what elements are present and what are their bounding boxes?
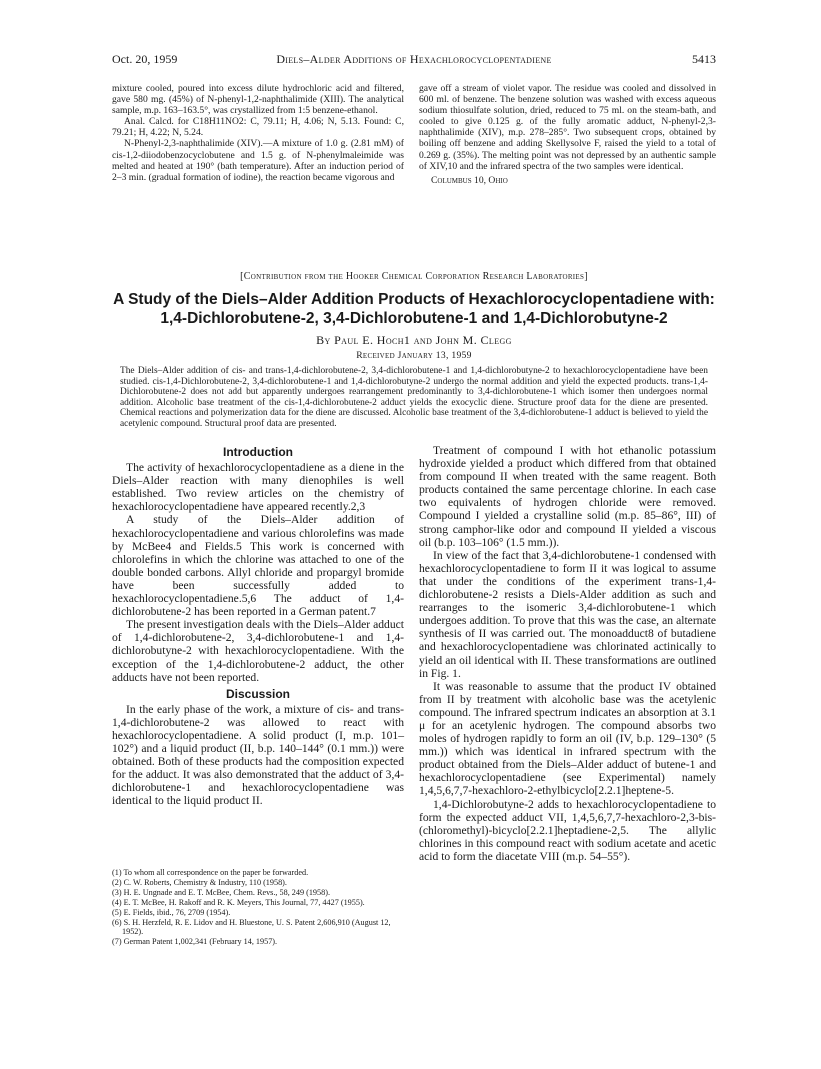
article-title-line: 1,4-Dichlorobutene-2, 3,4-Dichlorobutene-1 and 1,4-Dichlorobutyne-2 (160, 310, 668, 327)
footnotes (112, 868, 404, 947)
article-title-line: A Study of the Diels–Alder Addition Products of Hexachlorocyclopentadiene with: (113, 291, 715, 308)
footnote: (4) E. T. McBee, H. Rakoff and R. K. Meyers, This Journal, 77, 4427 (1955). (112, 897, 365, 907)
paragraph: It was reasonable to assume that the product IV obtained from II by treatment with alcoholic base was the acetylenic compound. The infrared spectrum indicates an absorption at 3.1 μ for an acetylenic hydrogen. The compound absorbs two moles of hydrogen rapidly to form an oil (IV, b.p. 129–130° (5 mm.)) which was identical in infrared spectrum with the product obtained from the Diels–Alder adduct of butene-1 and hexachlorocyclopentadiene (see Experimental) namely 1,4,5,6,7,7-hexachloro-2-ethylbicyclo[2.2.1]heptene-5. (419, 679, 716, 798)
prev-paragraph: mixture cooled, poured into excess dilute hydrochloric acid and filtered, gave 580 mg. (45%) of N-phenyl-1,2-naphthalimide (XIII). The analytical sample, m.p. 163–163.5°, was crystallized from 1:5 benzene-ethanol. (112, 83, 404, 117)
affiliation: [Contribution from the Hooker Chemical Corporation Research Laboratories] (240, 271, 588, 282)
header-date: Oct. 20, 1959 (112, 52, 178, 66)
prev-analysis: Anal. Calcd. for C18H11NO2: C, 79.11; H, 4.06; N, 5.13. Found: C, 79.21; H, 4.22; N, 5.24. (112, 116, 404, 139)
header-running-title: Diels–Alder Additions of Hexachlorocyclopentadiene (276, 52, 552, 66)
footnote: (7) German Patent 1,002,341 (February 14, 1957). (112, 937, 278, 947)
running-header (112, 52, 716, 68)
introduction-heading: Introduction (223, 445, 293, 459)
prev-paragraph: gave off a stream of violet vapor. The residue was cooled and dissolved in 600 ml. of benzene. The benzene solution was washed with excess aqueous sodium thiosulfate solution, dried, reduced to 75 ml. on the steam-bath, and cooled to give 0.125 g. of the fully aromatic adduct, N-phenyl-2,3-naphthalimide (XIV), m.p. 278–285°. Two subsequent crops, obtained by boiling off benzene and adding Skellysolve F, raised the yield to a total of 0.269 g. (35%). The melting point was not depressed by an authentic sample of XIV,10 and the infrared spectra of the two samples were identical. (419, 83, 716, 172)
previous-article-right-column (419, 83, 716, 186)
previous-article-left-column (112, 83, 404, 183)
received-date: Received January 13, 1959 (356, 350, 472, 361)
footnote: (6) S. H. Herzfeld, R. E. Lidov and H. Bluestone, U. S. Patent 2,606,910 (August 12, 1952). (112, 917, 391, 937)
paragraph: The present investigation deals with the Diels–Alder adduct of 1,4-dichlorobutene-2, 3,4-dichlorobutene-1 and 1,4-dichlorobutyne-2 with hexachlorocyclopentadiene. With the exception of the 1,4-dichlorobutene-2 adduct, the other adducts have not been reported. (112, 618, 404, 684)
paragraph: In the early phase of the work, a mixture of cis- and trans-1,4-dichlorobutene-2 was allowed to react with hexachlorocyclopentadiene. A solid product (I, m.p. 101–102°) and a liquid product (II, b.p. 140–144° (0.1 mm.)) were obtained. Both of these products had the composition expected for the adduct. It was also demonstrated that the adduct of 3,4-dichlorobutene-1 and hexachlorocyclopentadiene was identical to the liquid product II. (112, 702, 404, 808)
paragraph: A study of the Diels–Alder addition of hexachlorocyclopentadiene and various chlorolefins was made by McBee4 and Fields.5 This work is concerned with chlorolefins in which the chlorine was attached to one of the double bonded carbons. Allyl chloride and propargyl bromide have been successfully added to hexachlorocyclopentadiene.5,6 The adduct of 1,4-dichlorobutene-2 has been reported in a German patent.7 (112, 513, 404, 619)
footnote: (2) C. W. Roberts, Chemistry & Industry, 110 (1958). (112, 877, 287, 887)
paragraph: In view of the fact that 3,4-dichlorobutene-1 condensed with hexachlorocyclopentadiene to form II it was logical to assume that under the conditions of the experiment trans-1,4-dichlorobutene-2 resists a Diels-Alder addition as such and rearranges to the isomeric 3,4-dichlorobutene-1 which undergoes addition. To prove that this was the case, an alternate synthesis of II was carried out. The monoadduct8 of butadiene and hexachlorocyclopentadiene was chlorinated actinically to yield an oil identical with II. These transformations are outlined in Fig. 1. (419, 548, 716, 680)
article-title (112, 290, 716, 328)
footnote: (3) H. E. Ungnade and E. T. McBee, Chem. Revs., 58, 249 (1958). (112, 887, 330, 897)
left-column (112, 444, 404, 808)
abstract: The Diels–Alder addition of cis- and trans-1,4-dichlorobutene-2, 3,4-dichlorobutene-1 and 1,4-dichlorobutyne-2 to hexachlorocyclopentadiene have been studied. cis-1,4-Dichlorobutene-2, 3,4-dichlorobutene-1 and 1,4-dichlorobutyne-2 undergo the normal addition and yield the expected products. trans-1,4-Dichlorobutene-2 does not add but apparently undergoes rearrangement predominantly to 3,4-dichlorobutene-1 which isomer then undergoes normal addition. Alcoholic base treatment of the cis-1,4-dichlorobutene-2 adduct yields the exocyclic diene. Structure proof data for the diene are presented. Chemical reactions and polymerization data for the diene are discussed. Alcoholic base treatment of the 3,4-dichlorobutene-1 adduct is believed to yield the acetylenic compound. Structural proof data are presented. (120, 366, 708, 429)
paragraph: The activity of hexachlorocyclopentadiene as a diene in the Diels–Alder reaction with many dienophiles is well established. Two review articles on the chemistry of hexachlorocyclopentadiene have appeared recently.2,3 (112, 461, 404, 514)
authors: By Paul E. Hoch1 and John M. Clegg (316, 333, 512, 347)
discussion-heading: Discussion (225, 686, 291, 701)
header-page-number: 5413 (692, 52, 716, 66)
paragraph: Treatment of compound I with hot ethanolic potassium hydroxide yielded a product which differed from that obtained from compound II when treated with the same reagent. Both products contained the same percentage chlorine. In each case two equivalents of hydrogen chloride were removed. Compound I yielded a crystalline solid (m.p. 85–86°, III) of strong camphor-like odor and compound II yielded a viscous oil (b.p. 103–106° (1.5 mm.)). (419, 444, 716, 549)
prev-location: Columbus 10, Ohio (431, 174, 508, 186)
paragraph: 1,4-Dichlorobutyne-2 adds to hexachlorocyclopentadiene to form the expected adduct VII, 1,4,5,6,7,7-hexachloro-2,3-bis-(chloromethyl)-bicyclo[2.2.1]heptadiene-2,5. The allylic chlorines in this compound react with sodium acetate and acetic acid to form the diacetate VIII (m.p. 54–55°). (419, 797, 716, 863)
footnote: (1) To whom all correspondence on the paper be forwarded. (112, 868, 309, 877)
right-column (419, 444, 716, 863)
footnote: (5) E. Fields, ibid., 76, 2709 (1954). (112, 907, 231, 917)
prev-paragraph: N-Phenyl-2,3-naphthalimide (XIV).—A mixture of 1.0 g. (2.81 mM) of cis-1,2-diiodobenzocyclobutene and 1.5 g. of N-phenylmaleimide was melted and heated at 190° (bath temperature). After an induction period of 2–3 min. (gradual formation of iodine), the reaction became vigorous and (112, 138, 404, 183)
